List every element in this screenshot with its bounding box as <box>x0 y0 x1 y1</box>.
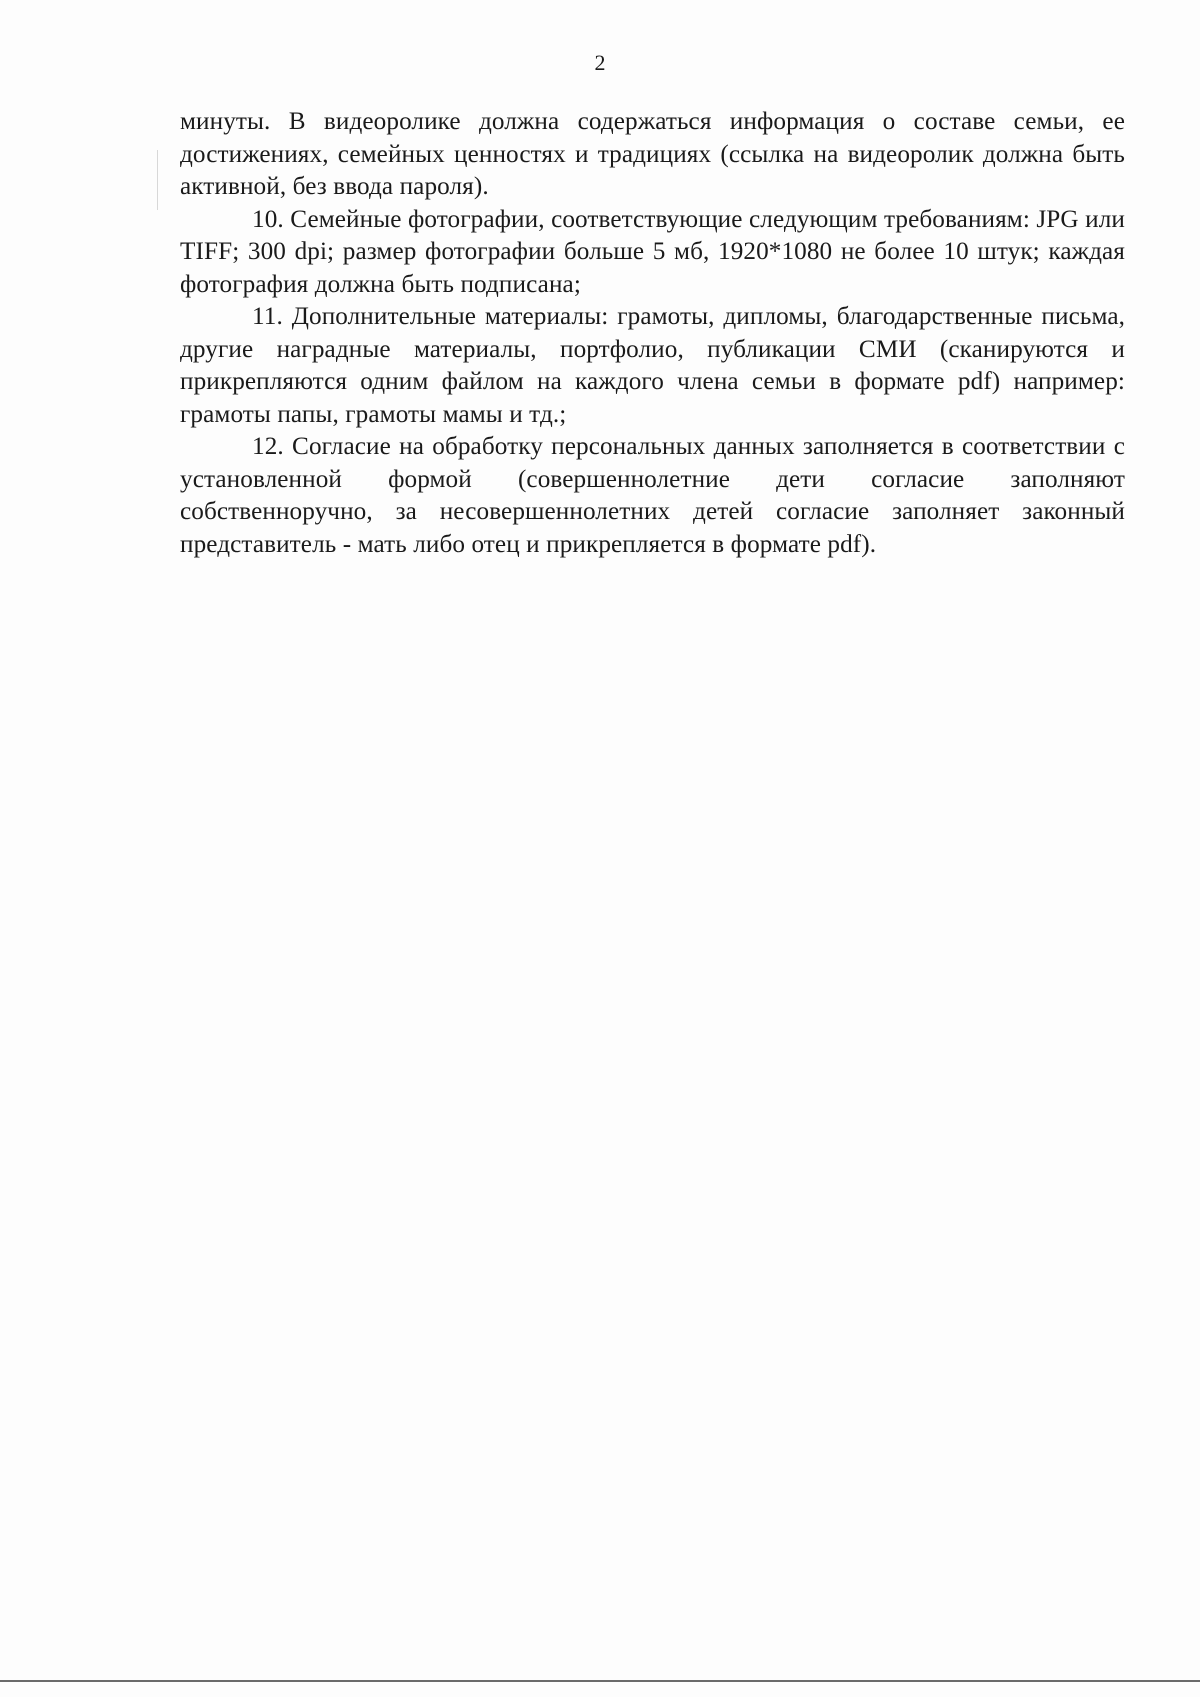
scan-bottom-edge <box>0 1680 1200 1682</box>
paragraph-item-10: 10. Семейные фотографии, соответствующие следующим требованиям: JPG или TIFF; 300 dpi; размер фотографии больше 5 мб, 1920*1080 не более 10 штук; каждая фотография должна быть подписана; <box>180 205 1125 298</box>
page-number: 2 <box>594 50 606 75</box>
paragraph-continuation: минуты. В видеоролике должна содержаться информация о составе семьи, ее достижениях, семейных ценностях и традициях (ссылка на видеоролик должна быть активной, без ввода пароля). <box>180 108 1125 200</box>
paragraph-item-12: 12. Согласие на обработку персональных данных заполняется в соответствии с установленной формой (совершеннолетние дети согласие заполняют собственноручно, за несовершеннолетних детей согласие заполняет законный представитель - мать либо отец и прикрепляется в формате pdf). <box>180 433 1125 558</box>
scan-artifact-line <box>157 150 158 210</box>
paragraph-item-11: 11. Дополнительные материалы: грамоты, дипломы, благодарственные письма, другие наградные материалы, портфолио, публикации СМИ (сканируются и прикрепляются одним файлом на каждого члена семьи в формате pdf) например: грамоты папы, грамоты мамы и тд.; <box>180 303 1125 428</box>
document-body <box>180 106 1125 561</box>
